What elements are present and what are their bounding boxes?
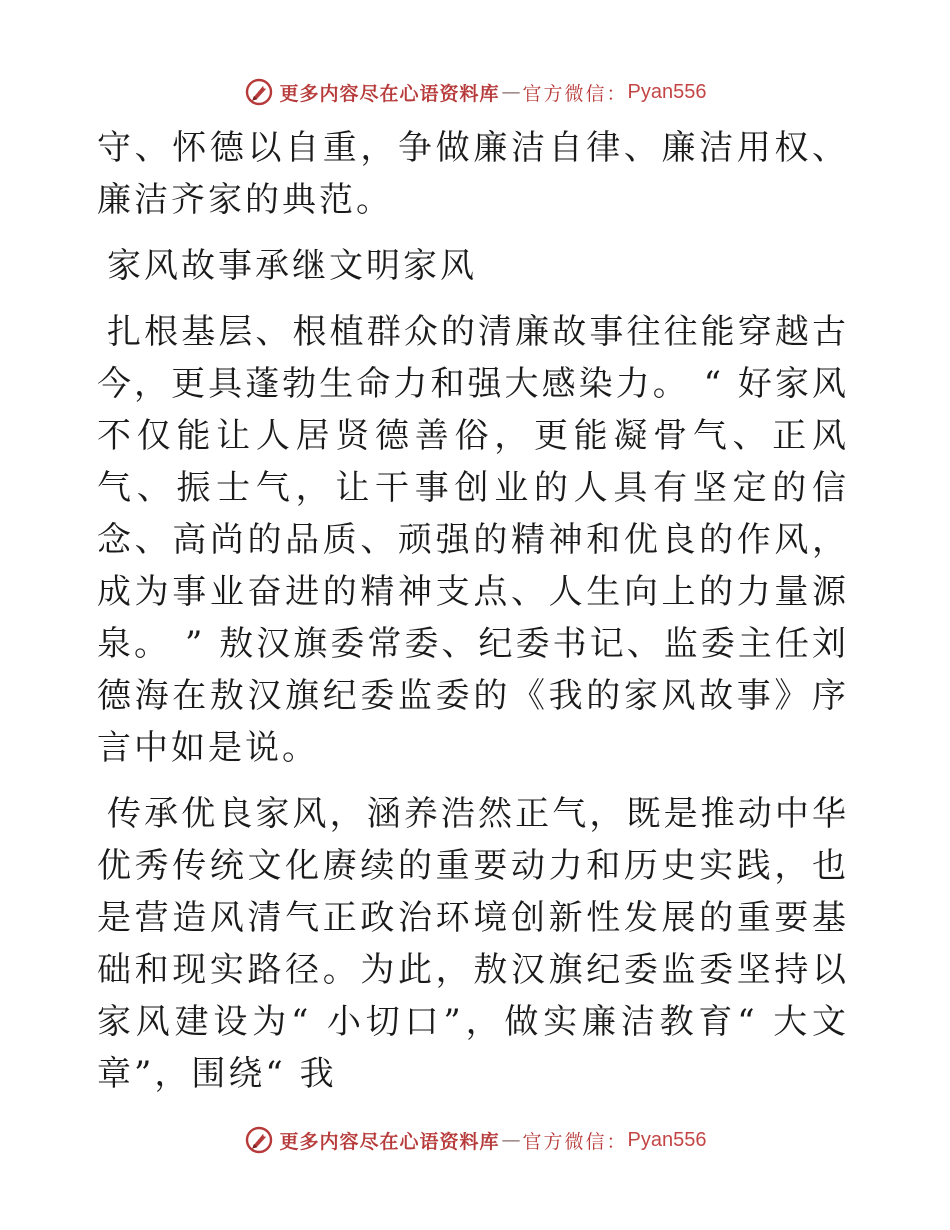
paragraph-continuation: 守、怀德以自重，争做廉洁自律、廉洁用权、廉洁齐家的典范。 xyxy=(97,128,849,220)
watermark-separator: — xyxy=(501,81,521,103)
footer-watermark xyxy=(0,1120,950,1160)
watermark-title: 更多内容尽在心语资料库 xyxy=(279,1130,500,1153)
watermark-separator: — xyxy=(501,1129,521,1151)
pen-nib-circle-icon xyxy=(244,1125,274,1155)
pen-nib-circle-icon xyxy=(244,77,274,107)
section-heading: 家风故事承继文明家风 xyxy=(107,246,477,286)
watermark-title: 更多内容尽在心语资料库 xyxy=(279,82,500,105)
paragraph: 扎根基层、根植群众的清廉故事往往能穿越古今，更具蓬勃生命力和强大感染力。 “ 好家风不仅能让人居贤德善俗，更能凝骨气、正风气、振士气，让干事创业的人具有坚定的信念、高尚的品质、顽强的精神和优良的作风，成为事业奋进的精神支点、人生向上的力量源泉。 ” 敖汉旗委常委、纪委书记、监委主任刘德海在敖汉旗纪委监委的《我的家风故事》序言中如是说。 xyxy=(97,312,849,768)
watermark-label: 官方微信： xyxy=(522,1130,628,1153)
document-body xyxy=(97,122,849,1114)
header-watermark xyxy=(0,72,950,112)
watermark-label: 官方微信： xyxy=(522,82,628,105)
paragraph: 传承优良家风，涵养浩然正气，既是推动中华优秀传统文化赓续的重要动力和历史实践，也是营造风清气正政治环境创新性发展的重要基础和现实路径。为此，敖汉旗纪委监委坚持以家风建设为“ 小切口”，做实廉洁教育“ 大文章”，围绕“ 我 xyxy=(97,794,849,1094)
watermark-account: Pyan556 xyxy=(627,80,707,103)
watermark-account: Pyan556 xyxy=(627,1128,707,1151)
